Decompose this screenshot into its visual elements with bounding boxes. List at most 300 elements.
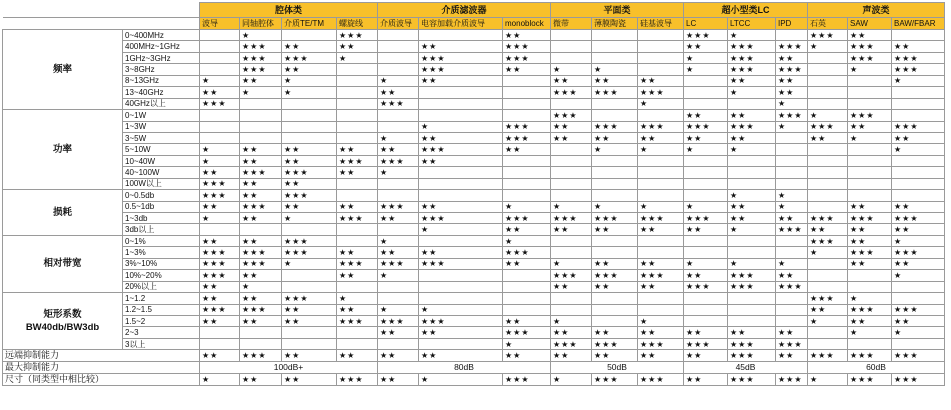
rating-cell: ★★: [337, 201, 378, 212]
rating-cell: [503, 270, 551, 281]
table-row: [3, 155, 945, 166]
category-label: [3, 30, 123, 110]
rating-cell: [638, 41, 684, 52]
subcategory-label: 0.5~1db: [123, 201, 200, 212]
rating-cell: ★★: [282, 304, 337, 315]
subcategory-label: 100W以上: [123, 178, 200, 189]
rating-cell: [282, 98, 337, 109]
rating-cell: [776, 304, 808, 315]
rating-cell: [776, 167, 808, 178]
rating-cell: ★★: [503, 30, 551, 41]
filter-comparison-table: [2, 2, 945, 386]
rating-cell: ★★: [200, 315, 240, 326]
rating-cell: ★★: [240, 190, 282, 201]
rating-cell: [419, 235, 503, 246]
rating-cell: ★: [419, 224, 503, 235]
rating-cell: ★★★: [684, 213, 728, 224]
rating-cell: [892, 178, 945, 189]
rating-cell: ★★: [240, 374, 282, 386]
rating-cell: ★★: [638, 350, 684, 362]
max-suppression-value: 50dB: [551, 362, 684, 374]
rating-cell: ★★: [240, 235, 282, 246]
subcategory-label: 2~3: [123, 327, 200, 338]
rating-cell: ★★★: [638, 87, 684, 98]
rating-cell: [728, 304, 776, 315]
rating-cell: ★★★: [892, 304, 945, 315]
rating-cell: [337, 235, 378, 246]
rating-cell: [728, 315, 776, 326]
rating-cell: ★★★: [551, 270, 592, 281]
rating-cell: ★★★: [776, 64, 808, 75]
rating-cell: ★: [728, 30, 776, 41]
rating-cell: ★: [848, 327, 892, 338]
rating-cell: [282, 121, 337, 132]
table-row: [3, 75, 945, 86]
rating-cell: [684, 98, 728, 109]
rating-cell: ★★★: [808, 293, 848, 304]
rating-cell: ★: [337, 293, 378, 304]
max-suppression-label: 最大抑制能力: [3, 362, 200, 374]
rating-cell: [503, 167, 551, 178]
rating-cell: ★★★: [728, 121, 776, 132]
rating-cell: ★★: [378, 213, 419, 224]
rating-cell: [848, 167, 892, 178]
rating-cell: ★: [551, 201, 592, 212]
rating-cell: ★★★: [728, 281, 776, 292]
group-acoustic: 声波类: [808, 3, 945, 18]
rating-cell: ★: [282, 87, 337, 98]
rating-cell: ★: [808, 247, 848, 258]
rating-cell: ★★: [892, 258, 945, 269]
rating-cell: ★★★: [728, 52, 776, 63]
table-row: [3, 304, 945, 315]
rating-cell: ★★: [684, 110, 728, 121]
rating-cell: [282, 110, 337, 121]
rating-cell: ★★: [728, 201, 776, 212]
rating-cell: ★: [808, 374, 848, 386]
rating-cell: ★★: [684, 132, 728, 143]
table-row: [3, 224, 945, 235]
rating-cell: [808, 338, 848, 349]
rating-cell: ★★: [848, 258, 892, 269]
rating-cell: [728, 235, 776, 246]
rating-cell: ★★★: [200, 270, 240, 281]
rating-cell: [892, 87, 945, 98]
rating-cell: [592, 41, 638, 52]
rating-cell: ★★★: [728, 350, 776, 362]
subcategory-label: 5~10W: [123, 144, 200, 155]
rating-cell: ★★★: [684, 30, 728, 41]
rating-cell: ★★★: [892, 213, 945, 224]
max-suppression-value: 80dB: [378, 362, 551, 374]
rating-cell: [378, 64, 419, 75]
subcategory-label: 1.5~2: [123, 315, 200, 326]
subcategory-label: 400MHz~1GHz: [123, 41, 200, 52]
rating-cell: ★: [684, 64, 728, 75]
category-label-line: BW40db/BW3db: [25, 322, 100, 334]
rating-cell: ★: [892, 144, 945, 155]
rating-cell: ★★★: [592, 121, 638, 132]
table-body: [3, 30, 945, 386]
rating-cell: ★: [892, 327, 945, 338]
rating-cell: ★★★: [378, 258, 419, 269]
rating-cell: ★★★: [282, 247, 337, 258]
rating-cell: ★★: [684, 374, 728, 386]
rating-cell: ★: [592, 201, 638, 212]
rating-cell: [378, 52, 419, 63]
rating-cell: [684, 167, 728, 178]
rating-cell: ★★: [337, 144, 378, 155]
rating-cell: [551, 155, 592, 166]
rating-cell: [848, 98, 892, 109]
rating-cell: [638, 167, 684, 178]
table-row: [3, 98, 945, 109]
group-planar: 平面类: [551, 3, 684, 18]
rating-cell: ★★★: [200, 247, 240, 258]
rating-cell: [200, 64, 240, 75]
rating-cell: [848, 338, 892, 349]
rating-cell: [892, 110, 945, 121]
rating-cell: ★: [419, 304, 503, 315]
column-header: 微带: [551, 18, 592, 30]
column-header: 介质TE/TM: [282, 18, 337, 30]
rating-cell: [684, 315, 728, 326]
rating-cell: ★★: [240, 144, 282, 155]
rating-cell: [638, 247, 684, 258]
rating-cell: [728, 247, 776, 258]
rating-cell: ★: [808, 41, 848, 52]
subcategory-label: 0~1W: [123, 110, 200, 121]
rating-cell: [503, 304, 551, 315]
subcategory-label: 3~5W: [123, 132, 200, 143]
table-row: [3, 132, 945, 143]
header-blank-corner: [3, 3, 200, 18]
rating-cell: ★★: [419, 41, 503, 52]
rating-cell: ★★★: [638, 121, 684, 132]
rating-cell: [378, 110, 419, 121]
rating-cell: ★: [378, 167, 419, 178]
rating-cell: ★★★: [503, 327, 551, 338]
rating-cell: ★: [551, 258, 592, 269]
rating-cell: [684, 178, 728, 189]
group-header-row: [3, 3, 945, 18]
rating-cell: ★★★: [240, 52, 282, 63]
rating-cell: [419, 338, 503, 349]
rating-cell: [240, 132, 282, 143]
rating-cell: [892, 293, 945, 304]
rating-cell: ★★: [378, 327, 419, 338]
rating-cell: ★★: [728, 213, 776, 224]
rating-cell: ★: [776, 190, 808, 201]
rating-cell: ★★: [503, 64, 551, 75]
category-label: [3, 235, 123, 292]
rating-cell: ★★★: [728, 374, 776, 386]
rating-cell: ★★: [776, 350, 808, 362]
rating-cell: [776, 30, 808, 41]
table-row: [3, 167, 945, 178]
rating-cell: [337, 338, 378, 349]
group-miniature-lc: 超小型类LC: [684, 3, 808, 18]
size-label: 尺寸（同类型中相比较）: [3, 374, 200, 386]
group-dielectric: 介质滤波器: [378, 3, 551, 18]
rating-cell: ★★: [337, 270, 378, 281]
rating-cell: ★: [200, 374, 240, 386]
rating-cell: ★: [776, 258, 808, 269]
rating-cell: [282, 224, 337, 235]
table-row: [3, 178, 945, 189]
rating-cell: ★★: [892, 315, 945, 326]
rating-cell: ★: [848, 132, 892, 143]
rating-cell: ★★: [378, 144, 419, 155]
table-row: [3, 121, 945, 132]
rating-cell: [776, 235, 808, 246]
rating-cell: [808, 327, 848, 338]
column-header: 螺旋线: [337, 18, 378, 30]
rating-cell: ★: [419, 121, 503, 132]
table-row: [3, 338, 945, 349]
column-header: LC: [684, 18, 728, 30]
rating-cell: ★: [282, 213, 337, 224]
rating-cell: [638, 155, 684, 166]
rating-cell: ★: [728, 258, 776, 269]
rating-cell: ★: [592, 64, 638, 75]
rating-cell: ★★: [419, 75, 503, 86]
category-label-line: 损耗: [52, 207, 72, 218]
table-row: [3, 41, 945, 52]
rating-cell: ★: [728, 87, 776, 98]
rating-cell: ★★: [282, 144, 337, 155]
rating-cell: [808, 167, 848, 178]
rating-cell: ★★★: [337, 213, 378, 224]
category-label: [3, 110, 123, 190]
rating-cell: ★★: [592, 132, 638, 143]
rating-cell: ★★★: [282, 52, 337, 63]
category-label: [3, 190, 123, 236]
rating-cell: [808, 87, 848, 98]
subcategory-label: 40~100W: [123, 167, 200, 178]
rating-cell: [503, 178, 551, 189]
rating-cell: ★: [776, 98, 808, 109]
table-row: [3, 144, 945, 155]
header-blank-corner-2: [3, 18, 200, 30]
rating-cell: ★: [638, 315, 684, 326]
rating-cell: ★★★: [808, 213, 848, 224]
rating-cell: ★: [282, 75, 337, 86]
rating-cell: ★★: [282, 155, 337, 166]
subcategory-label: 40GHz以上: [123, 98, 200, 109]
rating-cell: ★★: [503, 144, 551, 155]
rating-cell: ★★★: [728, 270, 776, 281]
rating-cell: [592, 98, 638, 109]
column-header: 薄膜陶瓷: [592, 18, 638, 30]
rating-cell: ★★: [728, 110, 776, 121]
category-label-line: 功率: [52, 144, 72, 156]
rating-cell: [808, 258, 848, 269]
table-row: [3, 258, 945, 269]
rating-cell: [592, 293, 638, 304]
rating-cell: [808, 201, 848, 212]
rating-cell: ★★: [419, 327, 503, 338]
rating-cell: ★★★: [240, 201, 282, 212]
rating-cell: ★★: [337, 167, 378, 178]
rating-cell: [684, 293, 728, 304]
rating-cell: ★: [200, 213, 240, 224]
rating-cell: ★★★: [892, 52, 945, 63]
table-row: [3, 315, 945, 326]
rating-cell: [808, 144, 848, 155]
rating-cell: [378, 178, 419, 189]
rating-cell: [638, 52, 684, 63]
rating-cell: ★★★: [282, 167, 337, 178]
rating-cell: ★: [684, 201, 728, 212]
table-row: [3, 190, 945, 201]
rating-cell: [551, 247, 592, 258]
rating-cell: ★★: [848, 235, 892, 246]
rating-cell: [892, 281, 945, 292]
rating-cell: [848, 178, 892, 189]
table-row: [3, 64, 945, 75]
rating-cell: [419, 98, 503, 109]
subcategory-label: 3%~10%: [123, 258, 200, 269]
rating-cell: ★★: [684, 41, 728, 52]
rating-cell: ★★★: [638, 374, 684, 386]
rating-cell: ★★: [776, 213, 808, 224]
rating-cell: ★★★: [419, 315, 503, 326]
rating-cell: ★★: [419, 247, 503, 258]
subcategory-label: 0~0.5db: [123, 190, 200, 201]
rating-cell: [551, 52, 592, 63]
rating-cell: [551, 98, 592, 109]
rating-cell: ★★★: [200, 190, 240, 201]
rating-cell: [419, 190, 503, 201]
rating-cell: ★★: [378, 247, 419, 258]
rating-cell: [848, 75, 892, 86]
rating-cell: [638, 304, 684, 315]
rating-cell: ★★★: [638, 213, 684, 224]
rating-cell: [378, 293, 419, 304]
rating-cell: ★★★: [551, 338, 592, 349]
rating-cell: ★★★: [240, 350, 282, 362]
rating-cell: ★★: [378, 374, 419, 386]
rating-cell: ★★★: [503, 374, 551, 386]
rating-cell: [378, 41, 419, 52]
rating-cell: [638, 30, 684, 41]
rating-cell: ★★: [200, 350, 240, 362]
rating-cell: [684, 247, 728, 258]
rating-cell: ★★★: [892, 64, 945, 75]
rating-cell: [848, 144, 892, 155]
rating-cell: ★★: [892, 41, 945, 52]
rating-cell: ★★★: [503, 121, 551, 132]
rating-cell: [282, 338, 337, 349]
rating-cell: ★★: [551, 75, 592, 86]
rating-cell: ★: [378, 270, 419, 281]
max-suppression-row: [3, 362, 945, 374]
rating-cell: ★★: [282, 178, 337, 189]
rating-cell: [808, 178, 848, 189]
rating-cell: [808, 270, 848, 281]
rating-cell: [776, 155, 808, 166]
column-header-row: [3, 18, 945, 30]
rating-cell: ★: [684, 52, 728, 63]
rating-cell: [551, 144, 592, 155]
rating-cell: [892, 98, 945, 109]
rating-cell: ★★: [592, 281, 638, 292]
rating-cell: ★★: [282, 374, 337, 386]
rating-cell: ★★★: [592, 374, 638, 386]
rating-cell: [378, 281, 419, 292]
rating-cell: [282, 281, 337, 292]
rating-cell: ★★: [551, 281, 592, 292]
table-row: [3, 281, 945, 292]
column-header: monoblock: [503, 18, 551, 30]
rating-cell: [892, 30, 945, 41]
rating-cell: ★★★: [848, 213, 892, 224]
rating-cell: ★★★: [200, 178, 240, 189]
rating-cell: [592, 235, 638, 246]
rating-cell: ★: [551, 315, 592, 326]
rating-cell: ★★★: [240, 258, 282, 269]
rating-cell: ★★★: [684, 338, 728, 349]
rating-cell: ★★: [684, 350, 728, 362]
rating-cell: [503, 281, 551, 292]
rating-cell: [592, 167, 638, 178]
rating-cell: ★★: [808, 132, 848, 143]
rating-cell: ★★★: [776, 224, 808, 235]
rating-cell: [200, 132, 240, 143]
subcategory-label: 10%~20%: [123, 270, 200, 281]
rating-cell: [240, 224, 282, 235]
rating-cell: [282, 270, 337, 281]
far-suppression-row: [3, 350, 945, 362]
rating-cell: ★★★: [200, 258, 240, 269]
category-label-line: 相对带宽: [43, 258, 82, 270]
rating-cell: ★★★: [282, 190, 337, 201]
rating-cell: ★★: [638, 327, 684, 338]
rating-cell: [200, 327, 240, 338]
rating-cell: [240, 98, 282, 109]
subcategory-label: 1~3db: [123, 213, 200, 224]
rating-cell: ★★: [337, 247, 378, 258]
rating-cell: ★★: [419, 350, 503, 362]
rating-cell: ★: [848, 293, 892, 304]
rating-cell: [551, 235, 592, 246]
rating-cell: [808, 281, 848, 292]
rating-cell: ★: [200, 144, 240, 155]
rating-cell: ★: [728, 190, 776, 201]
column-header: 波导: [200, 18, 240, 30]
rating-cell: ★★: [592, 350, 638, 362]
rating-cell: [808, 98, 848, 109]
rating-cell: ★★: [684, 224, 728, 235]
rating-cell: ★: [638, 144, 684, 155]
size-row: [3, 374, 945, 386]
subcategory-label: 20%以上: [123, 281, 200, 292]
rating-cell: ★★: [592, 75, 638, 86]
category-label-line: 矩形系数: [43, 309, 82, 321]
rating-cell: ★★: [337, 304, 378, 315]
subcategory-label: 10~40W: [123, 155, 200, 166]
rating-cell: [684, 235, 728, 246]
subcategory-label: 1~3%: [123, 247, 200, 258]
rating-cell: ★★★: [848, 41, 892, 52]
rating-cell: ★★★: [200, 304, 240, 315]
subcategory-label: 3以上: [123, 338, 200, 349]
rating-cell: ★: [728, 144, 776, 155]
rating-cell: [551, 30, 592, 41]
column-header: LTCC: [728, 18, 776, 30]
rating-cell: ★★★: [728, 338, 776, 349]
